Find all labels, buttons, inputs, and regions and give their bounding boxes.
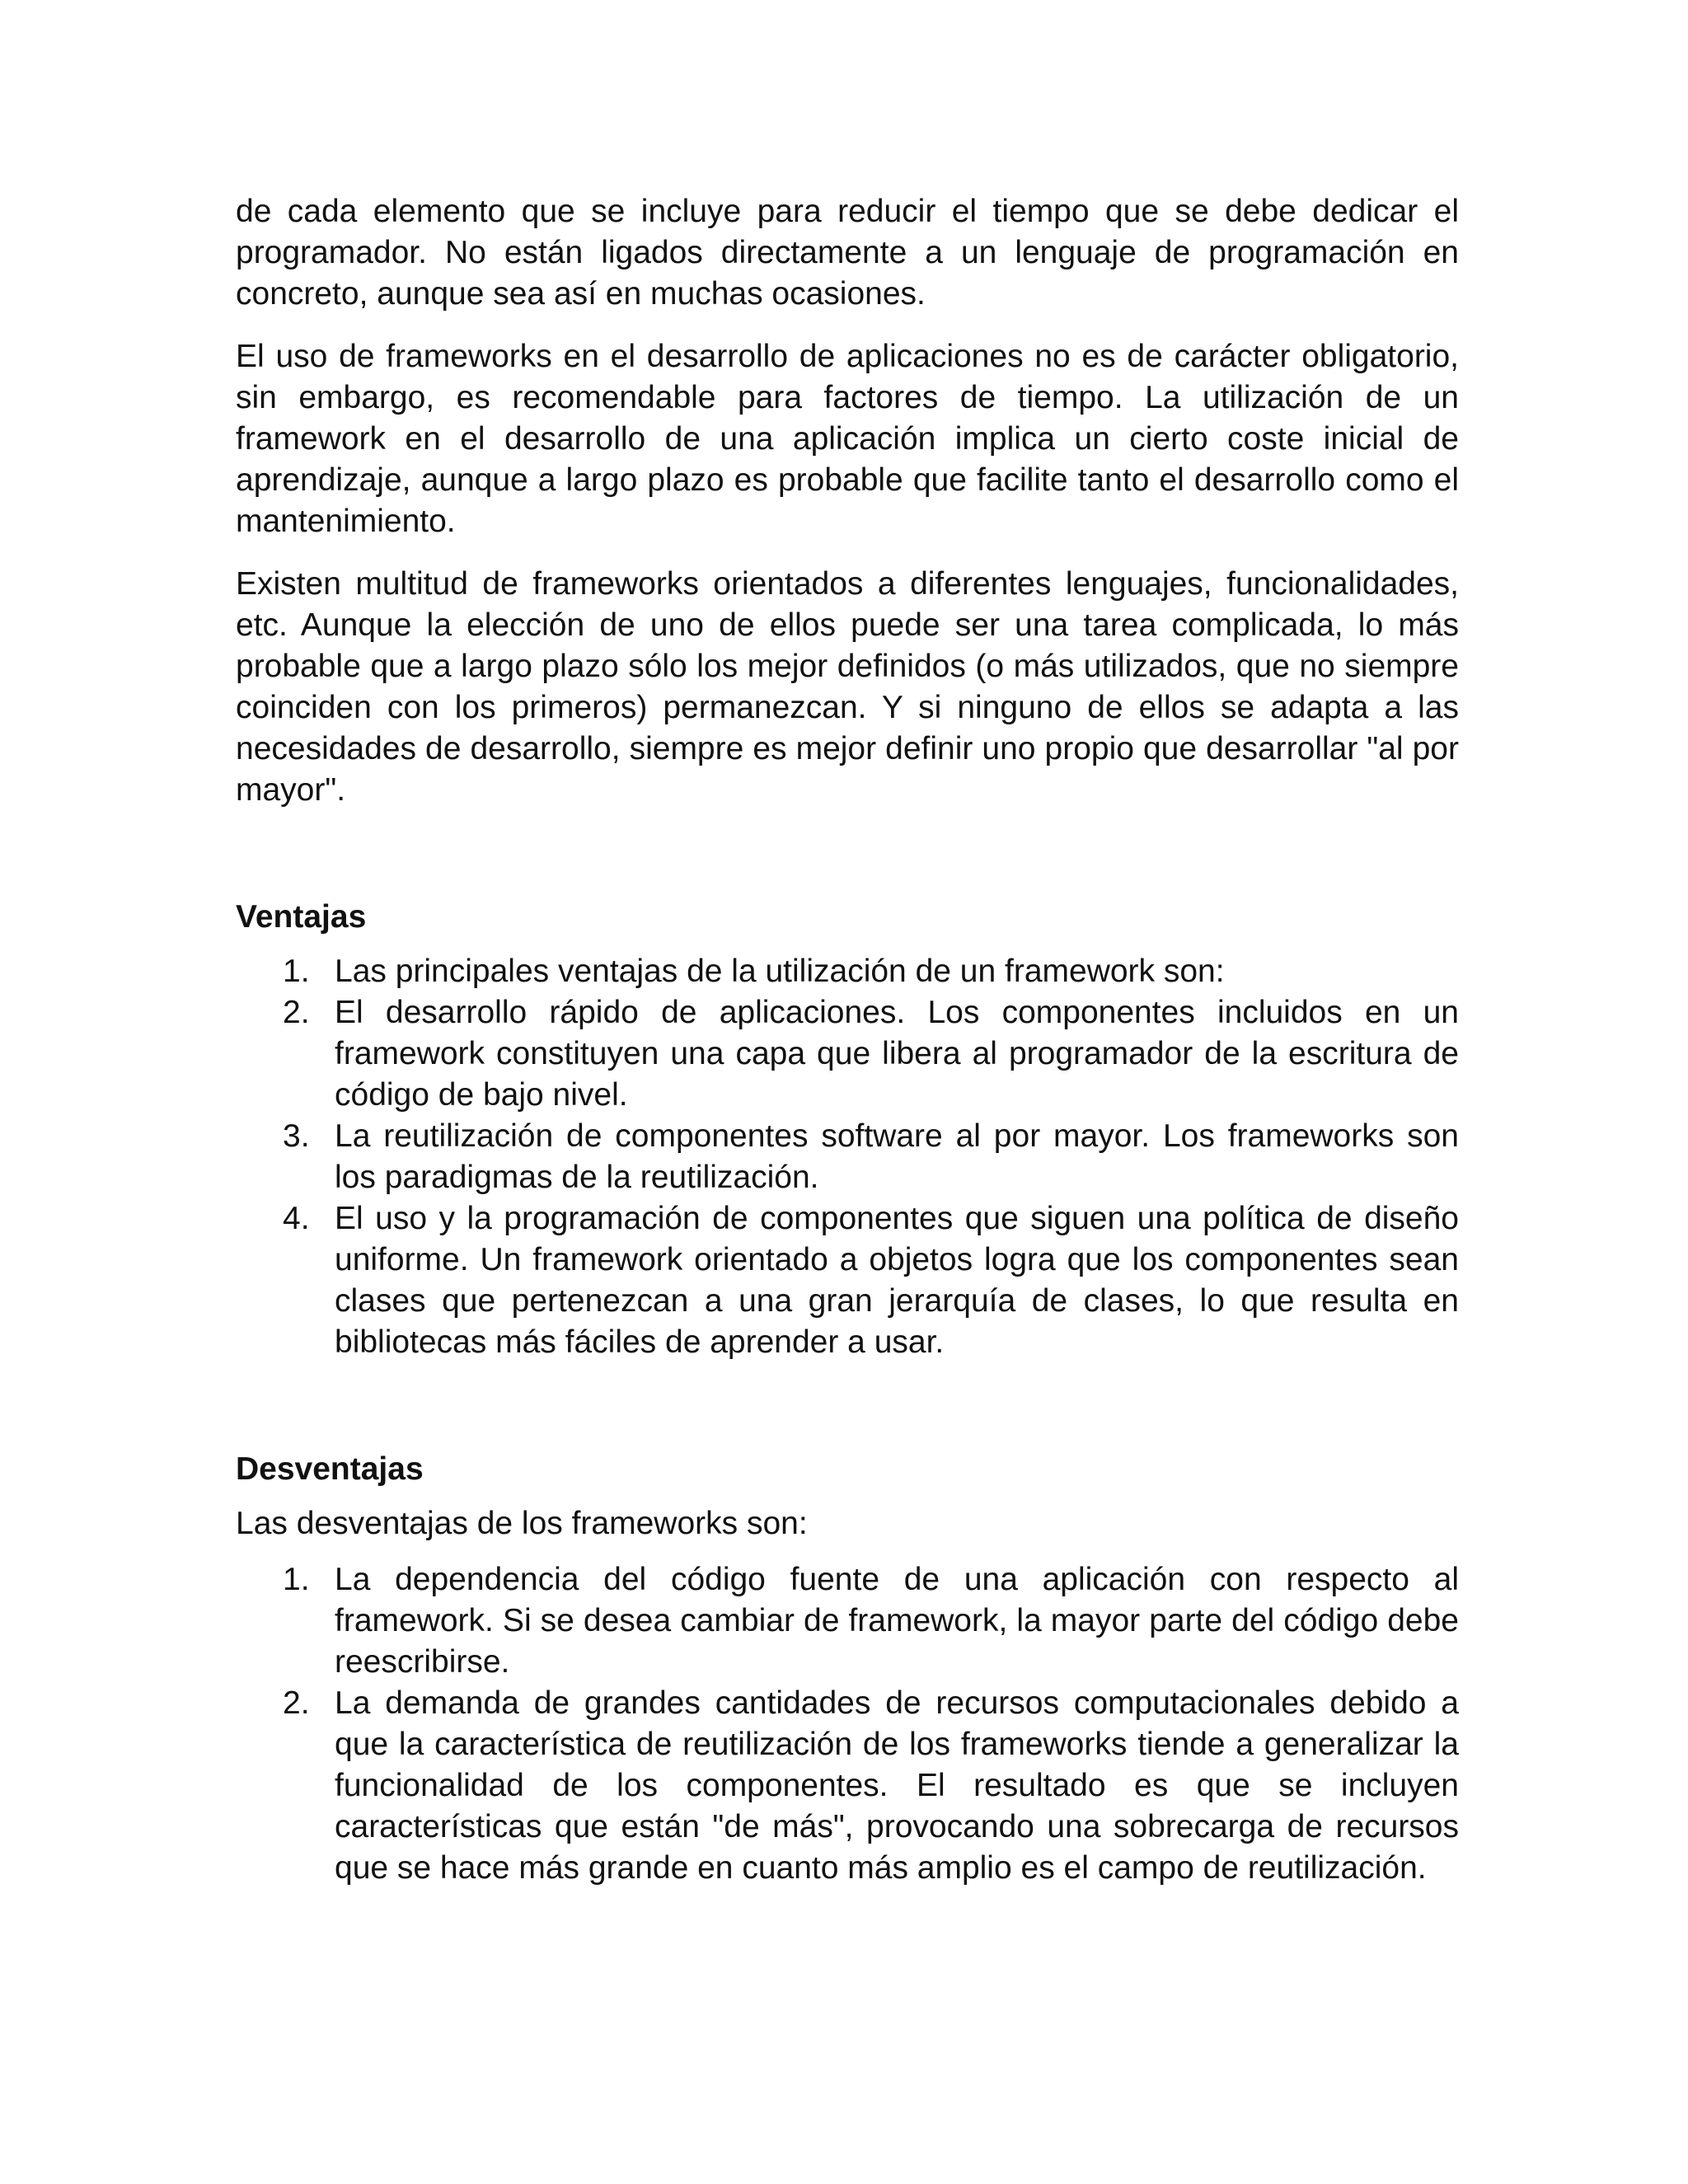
list-item: [236, 951, 1459, 992]
list-item: [236, 1559, 1459, 1683]
desventajas-intro: Las desventajas de los frameworks son:: [236, 1506, 808, 1541]
list-item: [236, 1116, 1459, 1198]
desventajas-list: [236, 1559, 1459, 1889]
list-item-text: La demanda de grandes cantidades de recursos computacionales debido a que la característica de reutilización de los frameworks tiende a generalizar la funcionalidad de los componentes. El resultado es que se incluyen características que están "de más", provocando una sobrecarga de recursos que se hace más grande en cuanto más amplio es el campo de reutilización.: [335, 1685, 1459, 1886]
list-number: 2.: [283, 995, 310, 1030]
ventajas-list: [236, 951, 1459, 1363]
list-item: [236, 1198, 1459, 1363]
list-number: 1.: [283, 954, 310, 989]
paragraph-multitude: Existen multitud de frameworks orientados a diferentes lenguajes, funcionalidades, etc. Aunque la elección de uno de ellos puede ser una tarea complicada, lo más probable que a largo plazo sólo los mejor definidos (o más utilizados, que no siempre coinciden con los primeros) permanezcan. Y si ninguno de ellos se adapta a las necesidades de desarrollo, siempre es mejor definir uno propio que desarrollar "al por mayor".: [236, 566, 1459, 808]
list-number: 1.: [283, 1562, 310, 1597]
list-item-text: Las principales ventajas de la utilización de un framework son:: [335, 954, 1225, 989]
section-title-desventajas: Desventajas: [236, 1451, 424, 1487]
list-item: [236, 1683, 1459, 1889]
paragraph-continuation: de cada elemento que se incluye para reducir el tiempo que se debe dedicar el programador. No están ligados directamente a un lenguaje de programación en concreto, aunque sea así en muchas ocasiones.: [236, 194, 1459, 312]
list-number: 3.: [283, 1118, 310, 1154]
list-number: 4.: [283, 1201, 310, 1236]
list-item-text: El uso y la programación de componentes que siguen una política de diseño uniforme. Un framework orientado a objetos logra que los componentes sean clases que pertenezcan a una gran jerarquía de clases, lo que resulta en bibliotecas más fáciles de aprender a usar.: [335, 1201, 1459, 1360]
section-title-ventajas: Ventajas: [236, 899, 367, 935]
list-item-text: La dependencia del código fuente de una aplicación con respecto al framework. Si se desea cambiar de framework, la mayor parte del código debe reescribirse.: [335, 1562, 1459, 1680]
paragraph-usage: El uso de frameworks en el desarrollo de aplicaciones no es de carácter obligatorio, sin embargo, es recomendable para factores de tiempo. La utilización de un framework en el desarrollo de una aplicación implica un cierto coste inicial de aprendizaje, aunque a largo plazo es probable que facilite tanto el desarrollo como el mantenimiento.: [236, 339, 1459, 539]
document-body: [236, 191, 1459, 1889]
list-item: [236, 992, 1459, 1116]
list-item-text: La reutilización de componentes software al por mayor. Los frameworks son los paradigmas de la reutilización.: [335, 1118, 1459, 1195]
list-item-text: El desarrollo rápido de aplicaciones. Los componentes incluidos en un framework constituyen una capa que libera al programador de la escritura de código de bajo nivel.: [335, 995, 1459, 1113]
list-number: 2.: [283, 1685, 310, 1721]
